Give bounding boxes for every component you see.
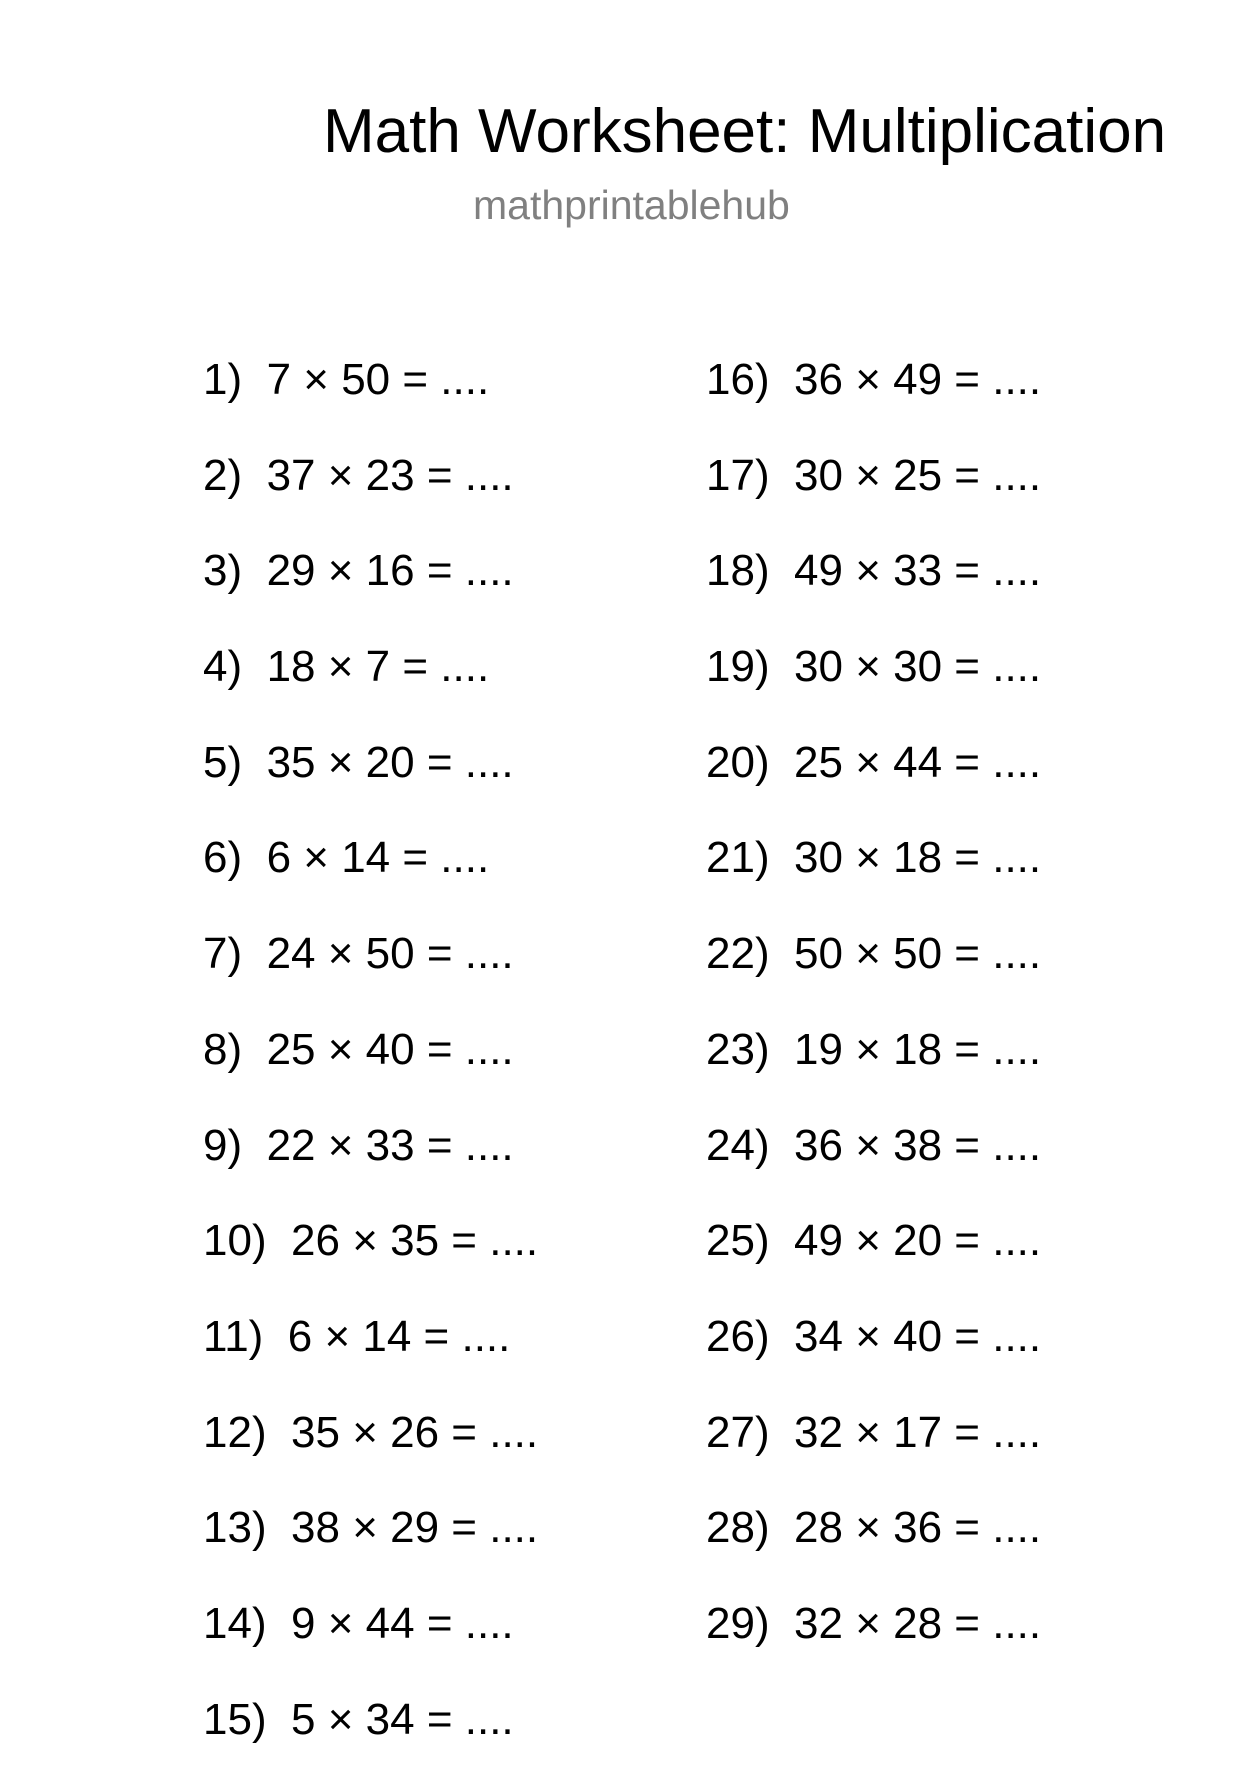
problem-item: 17) 30 × 25 = ....: [706, 450, 1042, 500]
site-name: mathprintablehub: [473, 182, 790, 228]
problem-item: 14) 9 × 44 = ....: [203, 1598, 514, 1648]
problem-item: 13) 38 × 29 = ....: [203, 1503, 539, 1553]
problem-item: 19) 30 × 30 = ....: [706, 642, 1042, 692]
problem-item: 9) 22 × 33 = ....: [203, 1120, 514, 1170]
problem-item: 5) 35 × 20 = ....: [203, 737, 514, 787]
problem-item: 15) 5 × 34 = ....: [203, 1694, 514, 1744]
problem-item: 21) 30 × 18 = ....: [706, 833, 1042, 883]
problem-item: 16) 36 × 49 = ....: [706, 355, 1042, 404]
problems-column-right: [706, 352, 1041, 1692]
problem-item: 10) 26 × 35 = ....: [203, 1216, 539, 1266]
problem-item: 25) 49 × 20 = ....: [706, 1216, 1042, 1266]
problem-item: 1) 7 × 50 = ....: [203, 355, 490, 404]
page-title: Math Worksheet: Multiplication: [323, 97, 1167, 166]
problem-item: 12) 35 × 26 = ....: [203, 1407, 539, 1457]
problem-item: 27) 32 × 17 = ....: [706, 1407, 1042, 1457]
problem-item: 22) 50 × 50 = ....: [706, 929, 1042, 979]
problem-item: 3) 29 × 16 = ....: [203, 546, 514, 596]
problem-item: 11) 6 × 14 = ....: [203, 1311, 511, 1361]
problem-item: 7) 24 × 50 = ....: [203, 929, 514, 979]
problem-item: 8) 25 × 40 = ....: [203, 1024, 514, 1074]
problem-item: 20) 25 × 44 = ....: [706, 737, 1042, 787]
problem-item: 29) 32 × 28 = ....: [706, 1598, 1042, 1648]
problem-item: 6) 6 × 14 = ....: [203, 833, 490, 883]
problem-item: 2) 37 × 23 = ....: [203, 450, 514, 500]
problems-column-left: [203, 352, 538, 1787]
problem-item: 26) 34 × 40 = ....: [706, 1311, 1042, 1361]
problem-item: 18) 49 × 33 = ....: [706, 546, 1042, 596]
problem-item: 28) 28 × 36 = ....: [706, 1503, 1042, 1553]
problem-item: 24) 36 × 38 = ....: [706, 1120, 1042, 1170]
problem-item: 23) 19 × 18 = ....: [706, 1024, 1042, 1074]
problem-item: 4) 18 × 7 = ....: [203, 642, 490, 692]
